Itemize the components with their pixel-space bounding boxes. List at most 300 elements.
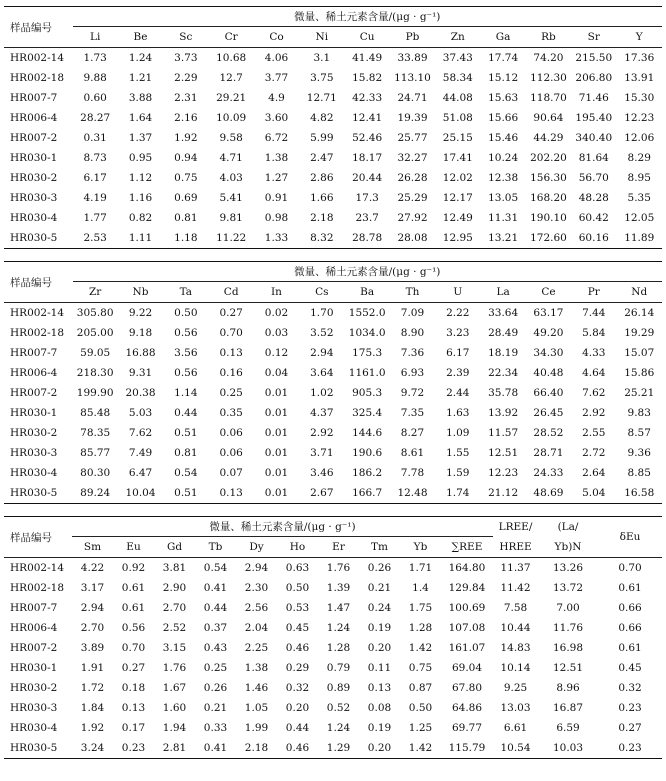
value-cell: 56.70 bbox=[578, 172, 609, 184]
value-cell: 9.25 bbox=[503, 682, 528, 694]
value-cell: 11.76 bbox=[552, 622, 584, 634]
column-header: Ho bbox=[277, 537, 318, 558]
value-cell: 12.71 bbox=[306, 92, 337, 104]
column-header: Nd bbox=[616, 282, 662, 303]
value-cell: 2.18 bbox=[236, 738, 277, 759]
value-cell: 1.91 bbox=[80, 662, 105, 674]
table-row bbox=[4, 443, 662, 463]
value-cell: 0.61 bbox=[121, 582, 146, 594]
sample-id-header: 样品编号 bbox=[4, 7, 73, 48]
table-row bbox=[4, 363, 662, 383]
sample-id-cell: HR006-4 bbox=[10, 622, 58, 634]
table-row bbox=[4, 638, 662, 658]
column-header: Ga bbox=[480, 27, 525, 48]
value-cell: 215.50 bbox=[575, 52, 613, 64]
value-cell: 1.64 bbox=[128, 112, 153, 124]
value-cell: 3.46 bbox=[310, 467, 334, 479]
value-cell: 202.20 bbox=[530, 152, 567, 164]
value-cell: 305.80 bbox=[76, 307, 114, 319]
value-cell: 0.70 bbox=[219, 327, 243, 339]
value-cell: 59.05 bbox=[80, 347, 111, 359]
value-cell: 0.44 bbox=[174, 407, 198, 419]
value-cell: 41.49 bbox=[352, 52, 383, 64]
value-cell: 0.70 bbox=[618, 562, 642, 574]
value-cell: 2.92 bbox=[582, 407, 606, 419]
table-row bbox=[4, 558, 662, 579]
value-cell: 0.01 bbox=[264, 447, 289, 459]
value-cell: 69.77 bbox=[451, 722, 483, 734]
value-cell: 156.30 bbox=[530, 172, 567, 184]
value-cell: 2.39 bbox=[446, 367, 470, 379]
value-cell: 0.98 bbox=[264, 212, 289, 224]
value-cell: 1.12 bbox=[128, 172, 153, 184]
value-cell: 2.94 bbox=[244, 562, 269, 574]
sample-id-cell: HR030-4 bbox=[10, 467, 58, 479]
sample-id-cell: HR030-3 bbox=[10, 702, 58, 714]
value-cell: 7.36 bbox=[400, 347, 425, 359]
value-cell: 24.33 bbox=[533, 467, 564, 479]
value-cell: 8.32 bbox=[299, 228, 344, 249]
value-cell: 23.7 bbox=[355, 212, 379, 224]
value-cell: 1.76 bbox=[326, 562, 351, 574]
value-cell: 10.09 bbox=[216, 112, 247, 124]
value-cell: 2.56 bbox=[244, 602, 269, 614]
value-cell: 7.09 bbox=[400, 307, 425, 319]
value-cell: 20.44 bbox=[352, 172, 383, 184]
value-cell: 63.17 bbox=[533, 307, 564, 319]
value-cell: 2.22 bbox=[446, 307, 470, 319]
column-header-row bbox=[4, 282, 662, 303]
value-cell: 3.71 bbox=[310, 447, 334, 459]
value-cell: 12.41 bbox=[352, 112, 383, 124]
value-cell: 118.70 bbox=[530, 92, 567, 104]
value-cell: 4.64 bbox=[582, 367, 606, 379]
column-header: Sm bbox=[72, 537, 113, 558]
value-cell: 26.14 bbox=[624, 307, 655, 319]
value-cell: 0.06 bbox=[219, 427, 243, 439]
value-cell: 2.90 bbox=[162, 582, 187, 594]
value-cell: 0.13 bbox=[121, 702, 146, 714]
value-cell: 12.51 bbox=[552, 662, 584, 674]
group-title: 微量、稀土元素含量/(μg · g⁻¹) bbox=[72, 517, 493, 537]
value-cell: 90.64 bbox=[533, 112, 564, 124]
value-cell: 6.17 bbox=[83, 172, 107, 184]
table-row bbox=[4, 678, 662, 698]
value-cell: 24.71 bbox=[397, 92, 428, 104]
value-cell: 0.01 bbox=[264, 387, 289, 399]
value-cell: 0.35 bbox=[219, 407, 243, 419]
value-cell: 80.30 bbox=[80, 467, 111, 479]
value-cell: 9.72 bbox=[400, 387, 425, 399]
value-cell: 6.93 bbox=[400, 367, 425, 379]
value-cell: 1.92 bbox=[80, 722, 105, 734]
value-cell: 74.20 bbox=[533, 52, 564, 64]
value-cell: 2.16 bbox=[174, 112, 198, 124]
value-cell: 58.34 bbox=[442, 72, 473, 84]
sample-id-cell: HR030-2 bbox=[10, 427, 58, 439]
column-header: Pb bbox=[390, 27, 435, 48]
value-cell: 3.88 bbox=[128, 92, 153, 104]
value-cell: 85.77 bbox=[80, 447, 111, 459]
value-cell: 0.92 bbox=[121, 562, 146, 574]
value-cell: 0.27 bbox=[618, 722, 642, 734]
value-cell: 9.22 bbox=[128, 307, 153, 319]
value-cell: 10.04 bbox=[118, 483, 163, 504]
value-cell: 0.61 bbox=[618, 642, 642, 654]
value-cell: 168.20 bbox=[530, 192, 567, 204]
value-cell: 0.25 bbox=[203, 662, 228, 674]
value-cell: 2.30 bbox=[244, 582, 269, 594]
value-cell: 0.13 bbox=[209, 483, 254, 504]
value-cell: 9.31 bbox=[128, 367, 153, 379]
sample-id-cell: HR030-4 bbox=[10, 722, 58, 734]
value-cell: 8.85 bbox=[627, 467, 651, 479]
value-cell: 17.41 bbox=[442, 152, 473, 164]
value-cell: 14.83 bbox=[500, 642, 531, 654]
value-cell: 0.01 bbox=[264, 427, 289, 439]
value-cell: 2.81 bbox=[154, 738, 195, 759]
table-row bbox=[4, 168, 662, 188]
value-cell: 2.04 bbox=[244, 622, 269, 634]
value-cell: 0.81 bbox=[174, 212, 198, 224]
value-cell: 10.68 bbox=[216, 52, 247, 64]
value-cell: 1.28 bbox=[326, 642, 351, 654]
value-cell: 12.7 bbox=[219, 72, 243, 84]
value-cell: 0.16 bbox=[219, 367, 243, 379]
value-cell: 8.96 bbox=[556, 682, 580, 694]
value-cell: 9.36 bbox=[627, 447, 651, 459]
value-cell: 5.99 bbox=[310, 132, 334, 144]
value-cell: 12.23 bbox=[488, 467, 519, 479]
table-row bbox=[4, 323, 662, 343]
value-cell: 1.71 bbox=[408, 562, 433, 574]
value-cell: 0.91 bbox=[264, 192, 289, 204]
table-row bbox=[4, 68, 662, 88]
value-cell: 0.03 bbox=[264, 327, 289, 339]
value-cell: 28.08 bbox=[390, 228, 435, 249]
sample-id-cell: HR030-1 bbox=[10, 407, 58, 419]
value-cell: 17.36 bbox=[624, 52, 655, 64]
value-cell: 13.05 bbox=[488, 192, 519, 204]
value-cell: 0.50 bbox=[174, 307, 198, 319]
value-cell: 9.88 bbox=[83, 72, 107, 84]
value-cell: 0.61 bbox=[618, 582, 642, 594]
value-cell: 15.46 bbox=[488, 132, 519, 144]
value-cell: 144.6 bbox=[352, 427, 383, 439]
value-cell: 0.21 bbox=[367, 582, 392, 594]
value-cell: 18.17 bbox=[352, 152, 383, 164]
value-cell: 0.51 bbox=[174, 427, 198, 439]
delta-eu-header: δEu bbox=[598, 517, 662, 558]
value-cell: 12.06 bbox=[624, 132, 655, 144]
value-cell: 199.90 bbox=[76, 387, 114, 399]
value-cell: 2.52 bbox=[162, 622, 187, 634]
value-cell: 26.28 bbox=[397, 172, 428, 184]
value-cell: 66.40 bbox=[533, 387, 564, 399]
value-cell: 0.01 bbox=[254, 483, 299, 504]
value-cell: 1.70 bbox=[310, 307, 334, 319]
sample-id-header: 样品编号 bbox=[4, 262, 73, 303]
value-cell: 0.43 bbox=[203, 642, 228, 654]
value-cell: 7.58 bbox=[503, 602, 528, 614]
value-cell: 1.24 bbox=[326, 622, 351, 634]
value-cell: 3.23 bbox=[446, 327, 470, 339]
value-cell: 33.89 bbox=[397, 52, 428, 64]
value-cell: 0.56 bbox=[121, 622, 146, 634]
column-header: Be bbox=[118, 27, 163, 48]
value-cell: 13.21 bbox=[480, 228, 525, 249]
value-cell: 17.74 bbox=[488, 52, 519, 64]
value-cell: 0.24 bbox=[367, 602, 392, 614]
value-cell: 9.18 bbox=[128, 327, 153, 339]
value-cell: 0.20 bbox=[359, 738, 400, 759]
value-cell: 0.13 bbox=[219, 347, 243, 359]
value-cell: 0.26 bbox=[367, 562, 392, 574]
value-cell: 0.31 bbox=[83, 132, 107, 144]
value-cell: 11.89 bbox=[616, 228, 662, 249]
value-cell: 1552.0 bbox=[348, 307, 386, 319]
value-cell: 7.00 bbox=[556, 602, 580, 614]
column-header: Pr bbox=[571, 282, 616, 303]
value-cell: 1.67 bbox=[162, 682, 187, 694]
value-cell: 1.16 bbox=[128, 192, 153, 204]
value-cell: 0.82 bbox=[128, 212, 153, 224]
value-cell: 11.42 bbox=[500, 582, 531, 594]
value-cell: 5.84 bbox=[582, 327, 606, 339]
value-cell: 2.18 bbox=[310, 212, 334, 224]
column-header: Yb bbox=[400, 537, 441, 558]
value-cell: 1.60 bbox=[162, 702, 187, 714]
value-cell: 3.24 bbox=[72, 738, 113, 759]
value-cell: 0.23 bbox=[598, 738, 662, 759]
column-header: Gd bbox=[154, 537, 195, 558]
value-cell: 2.70 bbox=[80, 622, 105, 634]
value-cell: 9.58 bbox=[219, 132, 243, 144]
value-cell: 8.27 bbox=[400, 427, 425, 439]
sample-id-cell: HR006-4 bbox=[10, 367, 58, 379]
table-row bbox=[4, 423, 662, 443]
column-header: Co bbox=[254, 27, 299, 48]
value-cell: 0.75 bbox=[408, 662, 433, 674]
value-cell: 51.08 bbox=[442, 112, 473, 124]
table-row bbox=[4, 463, 662, 483]
value-cell: 7.62 bbox=[582, 387, 606, 399]
column-header: Ta bbox=[163, 282, 208, 303]
sample-id-cell: HR007-7 bbox=[10, 602, 58, 614]
value-cell: 2.67 bbox=[299, 483, 344, 504]
value-cell: 1161.0 bbox=[348, 367, 386, 379]
value-cell: 3.81 bbox=[162, 562, 187, 574]
value-cell: 0.44 bbox=[203, 602, 228, 614]
column-header: La bbox=[480, 282, 525, 303]
value-cell: 34.30 bbox=[533, 347, 564, 359]
value-cell: 0.27 bbox=[219, 307, 243, 319]
value-cell: 0.60 bbox=[83, 92, 107, 104]
value-cell: 0.27 bbox=[121, 662, 146, 674]
value-cell: 1.11 bbox=[118, 228, 163, 249]
value-cell: 20.38 bbox=[125, 387, 156, 399]
value-cell: 12.38 bbox=[488, 172, 519, 184]
value-cell: 1.99 bbox=[244, 722, 269, 734]
value-cell: 7.44 bbox=[582, 307, 606, 319]
value-cell: 3.64 bbox=[310, 367, 334, 379]
value-cell: 25.21 bbox=[624, 387, 655, 399]
value-cell: 0.41 bbox=[203, 582, 228, 594]
table-row bbox=[4, 343, 662, 363]
value-cell: 8.61 bbox=[400, 447, 425, 459]
value-cell: 4.9 bbox=[268, 92, 285, 104]
value-cell: 0.26 bbox=[203, 682, 228, 694]
value-cell: 64.86 bbox=[451, 702, 483, 714]
value-cell: 81.64 bbox=[578, 152, 609, 164]
value-cell: 0.20 bbox=[285, 702, 310, 714]
value-cell: 13.92 bbox=[488, 407, 519, 419]
value-cell: 5.41 bbox=[219, 192, 243, 204]
value-cell: 0.44 bbox=[285, 722, 310, 734]
value-cell: 71.46 bbox=[578, 92, 609, 104]
value-cell: 33.64 bbox=[488, 307, 519, 319]
value-cell: 6.47 bbox=[128, 467, 153, 479]
value-cell: 2.29 bbox=[174, 72, 198, 84]
sample-id-cell: HR030-1 bbox=[10, 662, 58, 674]
value-cell: 0.56 bbox=[174, 367, 198, 379]
sample-id-cell: HR030-3 bbox=[10, 192, 58, 204]
value-cell: 4.71 bbox=[219, 152, 243, 164]
table-row bbox=[4, 598, 662, 618]
value-cell: 113.10 bbox=[394, 72, 431, 84]
column-header: In bbox=[254, 282, 299, 303]
value-cell: 52.46 bbox=[352, 132, 383, 144]
value-cell: 3.75 bbox=[310, 72, 334, 84]
value-cell: 1.24 bbox=[326, 722, 351, 734]
table-row bbox=[4, 578, 662, 598]
column-header: Th bbox=[390, 282, 435, 303]
value-cell: 112.30 bbox=[530, 72, 567, 84]
value-cell: 25.15 bbox=[442, 132, 473, 144]
column-header: Ba bbox=[344, 282, 389, 303]
value-cell: 1.38 bbox=[244, 662, 269, 674]
value-cell: 4.19 bbox=[83, 192, 107, 204]
value-cell: 0.69 bbox=[174, 192, 198, 204]
sample-id-cell: HR030-5 bbox=[4, 483, 73, 504]
value-cell: 0.23 bbox=[113, 738, 154, 759]
value-cell: 0.46 bbox=[285, 642, 310, 654]
table-row bbox=[4, 618, 662, 638]
value-cell: 12.48 bbox=[390, 483, 435, 504]
value-cell: 205.00 bbox=[76, 327, 114, 339]
value-cell: 13.72 bbox=[552, 582, 584, 594]
column-header: Li bbox=[73, 27, 118, 48]
value-cell: 0.66 bbox=[618, 622, 642, 634]
value-cell: 3.56 bbox=[174, 347, 198, 359]
value-cell: 0.20 bbox=[367, 642, 392, 654]
value-cell: 1.59 bbox=[446, 467, 470, 479]
sample-id-cell: HR030-2 bbox=[10, 172, 58, 184]
value-cell: 28.52 bbox=[533, 427, 564, 439]
column-header: Sc bbox=[163, 27, 208, 48]
value-cell: 0.54 bbox=[174, 467, 198, 479]
value-cell: 10.44 bbox=[500, 622, 531, 634]
value-cell: 2.64 bbox=[582, 467, 606, 479]
value-cell: 3.89 bbox=[80, 642, 105, 654]
value-cell: 10.24 bbox=[488, 152, 519, 164]
sample-id-cell: HR030-1 bbox=[10, 152, 58, 164]
column-header-row bbox=[4, 27, 662, 48]
value-cell: 0.32 bbox=[285, 682, 310, 694]
value-cell: 15.82 bbox=[352, 72, 383, 84]
value-cell: 1034.0 bbox=[348, 327, 386, 339]
value-cell: 16.88 bbox=[125, 347, 156, 359]
value-cell: 0.45 bbox=[285, 622, 310, 634]
value-cell: 0.23 bbox=[618, 702, 642, 714]
value-cell: 0.19 bbox=[367, 622, 392, 634]
value-cell: 0.45 bbox=[618, 662, 642, 674]
value-cell: 8.73 bbox=[83, 152, 107, 164]
table-row bbox=[4, 88, 662, 108]
value-cell: 340.40 bbox=[575, 132, 613, 144]
value-cell: 905.3 bbox=[352, 387, 383, 399]
value-cell: 0.81 bbox=[174, 447, 198, 459]
value-cell: 2.92 bbox=[310, 427, 334, 439]
value-cell: 1.24 bbox=[128, 52, 153, 64]
value-cell: 161.07 bbox=[448, 642, 486, 654]
value-cell: 6.17 bbox=[446, 347, 470, 359]
column-header: Cs bbox=[299, 282, 344, 303]
group-title: 微量、稀土元素含量/(μg · g⁻¹) bbox=[73, 262, 662, 282]
value-cell: 28.78 bbox=[344, 228, 389, 249]
value-cell: 206.80 bbox=[575, 72, 613, 84]
value-cell: 29.21 bbox=[216, 92, 247, 104]
value-cell: 1.25 bbox=[408, 722, 433, 734]
value-cell: 12.05 bbox=[624, 212, 655, 224]
sample-id-cell: HR002-18 bbox=[10, 327, 65, 339]
value-cell: 6.61 bbox=[503, 722, 528, 734]
value-cell: 1.63 bbox=[446, 407, 470, 419]
value-cell: 1.05 bbox=[244, 702, 269, 714]
sample-id-cell: HR030-2 bbox=[10, 682, 58, 694]
column-header: Cr bbox=[209, 27, 254, 48]
column-header: Dy bbox=[236, 537, 277, 558]
value-cell: 0.02 bbox=[264, 307, 289, 319]
table-row bbox=[4, 48, 662, 69]
value-cell: 10.54 bbox=[493, 738, 538, 759]
value-cell: 0.46 bbox=[277, 738, 318, 759]
value-cell: 3.1 bbox=[313, 52, 331, 64]
value-cell: 1.92 bbox=[174, 132, 198, 144]
value-cell: 0.56 bbox=[174, 327, 198, 339]
value-cell: 1.37 bbox=[128, 132, 153, 144]
value-cell: 1.27 bbox=[264, 172, 289, 184]
value-cell: 0.89 bbox=[326, 682, 351, 694]
value-cell: 44.08 bbox=[442, 92, 473, 104]
value-cell: 25.29 bbox=[397, 192, 428, 204]
value-cell: 1.29 bbox=[318, 738, 359, 759]
value-cell: 166.7 bbox=[344, 483, 389, 504]
table-row bbox=[4, 718, 662, 738]
value-cell: 13.91 bbox=[624, 72, 655, 84]
value-cell: 0.41 bbox=[195, 738, 236, 759]
value-cell: 1.66 bbox=[310, 192, 334, 204]
value-cell: 2.86 bbox=[310, 172, 334, 184]
value-cell: 28.71 bbox=[533, 447, 564, 459]
value-cell: 18.19 bbox=[488, 347, 519, 359]
column-header: Ni bbox=[299, 27, 344, 48]
value-cell: 0.06 bbox=[219, 447, 243, 459]
value-cell: 164.80 bbox=[448, 562, 486, 574]
column-header: Ce bbox=[526, 282, 571, 303]
column-header: Zr bbox=[73, 282, 118, 303]
value-cell: 15.66 bbox=[488, 112, 519, 124]
